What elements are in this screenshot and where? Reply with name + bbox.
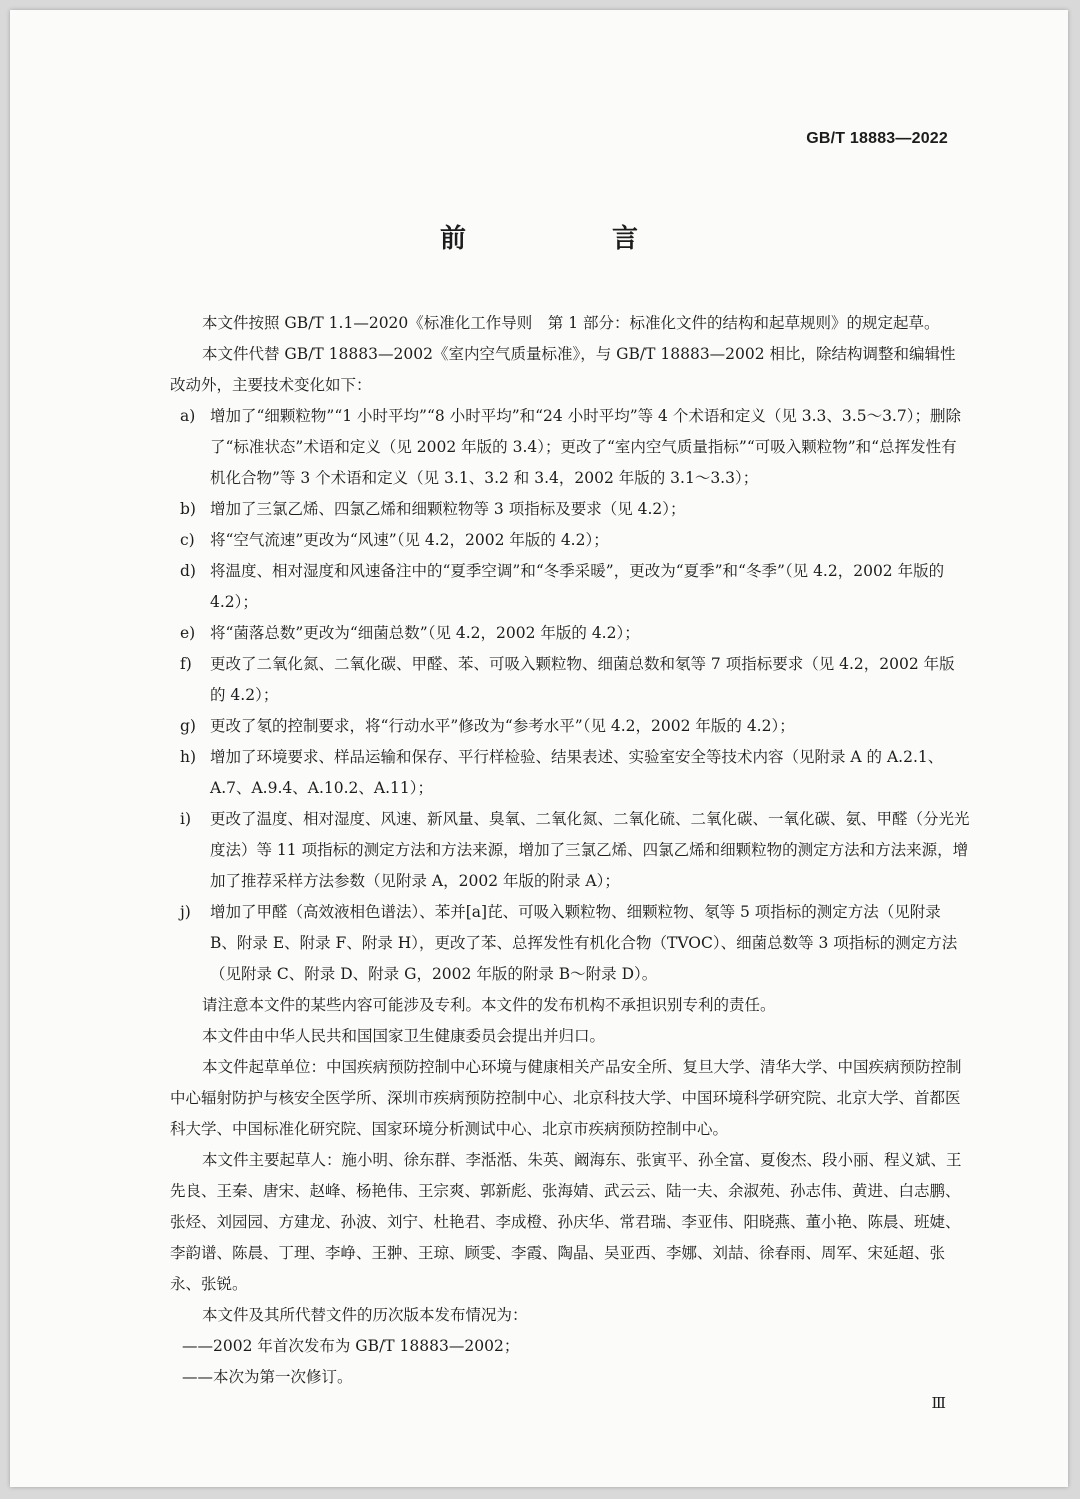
paragraph: 本文件由中华人民共和国国家卫生健康委员会提出并归口。	[202, 1027, 606, 1045]
list-marker: h)	[180, 748, 197, 766]
page-number: Ⅲ	[931, 1394, 946, 1412]
list-marker: f)	[180, 655, 192, 673]
list-item-text: 更改了二氧化氮、二氧化碳、甲醛、苯、可吸入颗粒物、细菌总数和氡等 7 项指标要求（见 4.2，2002 年版的 4.2）；	[210, 655, 955, 704]
list-item-text: 更改了温度、相对湿度、风速、新风量、臭氧、二氧化氮、二氧化硫、二氧化碳、一氧化碳、氨、甲醛（分光光度法）等 11 项指标的测定方法和方法来源，增加了三氯乙烯、四氯乙烯和细颗粒物的测定方法和方法来源，增加了推荐采样方法参数（见附录 A，2002 年版的附录 A）；	[210, 810, 970, 890]
list-marker: e)	[180, 624, 196, 642]
paragraph: 本文件起草单位：中国疾病预防控制中心环境与健康相关产品安全所、复旦大学、清华大学、中国疾病预防控制中心辐射防护与核安全医学所、深圳市疾病预防控制中心、北京科技大学、中国环境科学研究院、北京大学、首都医科大学、中国标准化研究院、国家环境分析测试中心、北京市疾病预防控制中心。	[170, 1058, 962, 1138]
list-marker: b)	[180, 500, 196, 518]
list-item	[170, 525, 970, 556]
paragraph: 本文件主要起草人：施小明、徐东群、李湉湉、朱英、阚海东、张寅平、孙全富、夏俊杰、段小丽、程义斌、王先良、王秦、唐宋、赵峰、杨艳伟、王宗爽、郭新彪、张海婧、武云云、陆一夫、余淑苑、孙志伟、黄进、白志鹏、张烃、刘园园、方建龙、孙波、刘宁、杜艳君、李成橙、孙庆华、常君瑞、李亚伟、阳晓燕、董小艳、陈晨、班婕、李韵谱、陈晨、丁理、李峥、王翀、王琼、顾雯、李霞、陶晶、吴亚西、李娜、刘喆、徐春雨、周军、宋延超、张永、张锐。	[170, 1151, 962, 1293]
list-item-text: 增加了“细颗粒物”“1 小时平均”“8 小时平均”和“24 小时平均”等 4 个术语和定义（见 3.3、3.5～3.7）；删除了“标准状态”术语和定义（见 2002 年版的 3.4）；更改了“室内空气质量指标”“可吸入颗粒物”和“总挥发性有机化合物”等 3 个术语和定义（见 3.1、3.2 和 3.4，2002 年版的 3.1～3.3）；	[210, 407, 961, 487]
list-item-text: 增加了环境要求、样品运输和保存、平行样检验、结果表述、实验室安全等技术内容（见附录 A 的 A.2.1、A.7、A.9.4、A.10.2、A.11）；	[210, 748, 944, 797]
history-item: ——2002 年首次发布为 GB/T 18883—2002；	[182, 1337, 520, 1355]
list-item	[170, 742, 970, 804]
paragraph: 本文件及其所代替文件的历次版本发布情况为：	[202, 1306, 528, 1324]
page-title: 前 言	[439, 224, 698, 254]
paragraph: 本文件代替 GB/T 18883—2002《室内空气质量标准》，与 GB/T 18883—2002 相比，除结构调整和编辑性改动外，主要技术变化如下：	[170, 345, 956, 394]
paragraph: 请注意本文件的某些内容可能涉及专利。本文件的发布机构不承担识别专利的责任。	[202, 996, 776, 1014]
list-item-text: 增加了甲醛（高效液相色谱法）、苯并[a]芘、可吸入颗粒物、细颗粒物、氡等 5 项指标的测定方法（见附录 B、附录 E、附录 F、附录 H），更改了苯、总挥发性有机化合物（TVOC）、细菌总数等 3 项指标的测定方法（见附录 C、附录 D、附录 G，2002 年版的附录 B～附录 D）。	[210, 903, 958, 983]
list-marker: i)	[180, 810, 192, 828]
history-item: ——本次为第一次修订。	[182, 1368, 353, 1386]
list-item	[170, 494, 970, 525]
list-item	[170, 711, 970, 742]
list-item	[170, 618, 970, 649]
list-marker: a)	[180, 407, 196, 425]
list-item	[170, 897, 970, 990]
standard-code: GB/T 18883—2022	[806, 130, 948, 147]
list-item-text: 将“菌落总数”更改为“细菌总数”（见 4.2，2002 年版的 4.2）；	[210, 624, 640, 642]
list-marker: d)	[180, 562, 196, 580]
document-body	[170, 308, 970, 1393]
list-item-text: 将温度、相对湿度和风速备注中的“夏季空调”和“冬季采暖”，更改为“夏季”和“冬季”（见 4.2，2002 年版的 4.2）；	[210, 562, 945, 611]
list-marker: c)	[180, 531, 195, 549]
list-item-text: 更改了氡的控制要求，将“行动水平”修改为“参考水平”（见 4.2，2002 年版的 4.2）；	[210, 717, 795, 735]
list-item	[170, 804, 970, 897]
list-item-text: 增加了三氯乙烯、四氯乙烯和细颗粒物等 3 项指标及要求（见 4.2）；	[210, 500, 686, 518]
list-item	[170, 649, 970, 711]
list-marker: j)	[180, 903, 191, 921]
list-marker: g)	[180, 717, 196, 735]
document-page	[10, 10, 1068, 1487]
paragraph: 本文件按照 GB/T 1.1—2020《标准化工作导则 第 1 部分：标准化文件的结构和起草规则》的规定起草。	[202, 314, 940, 332]
list-item-text: 将“空气流速”更改为“风速”（见 4.2，2002 年版的 4.2）；	[210, 531, 609, 549]
list-item	[170, 556, 970, 618]
list-item	[170, 401, 970, 494]
